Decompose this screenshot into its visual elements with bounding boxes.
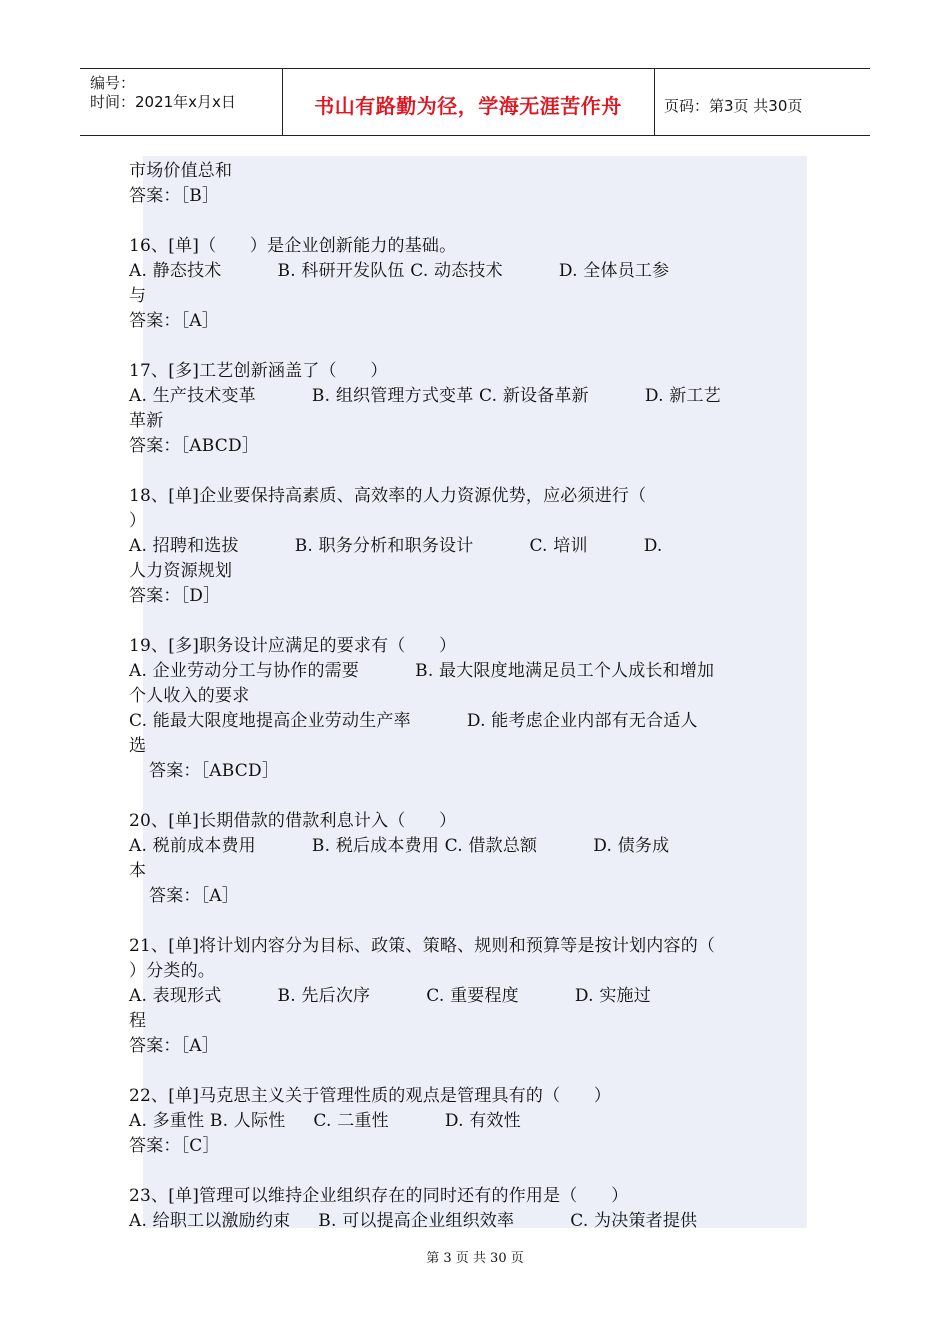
header-page-label: 页码：第3页 共30页 [664, 97, 803, 115]
options-line: 本 [129, 861, 147, 881]
answer-line: 答案：［ABCD］ [129, 436, 260, 456]
options-line: A. 给职工以激励约束 B. 可以提高企业组织效率 C. 为决策者提供 [129, 1211, 698, 1231]
options-line: C. 能最大限度地提高企业劳动生产率 D. 能考虑企业内部有无合适人 [129, 711, 698, 731]
header-date-label: 时间：2021年x月x日 [90, 93, 236, 111]
options-line: A. 多重性 B. 人际性 C. 二重性 D. 有效性 [129, 1111, 521, 1131]
page-footer: 第 3 页 共 30 页 [426, 1251, 524, 1266]
answer-line: 答案：［C］ [129, 1136, 220, 1156]
header-bottom-rule [80, 135, 870, 136]
options-line: A. 生产技术变革 B. 组织管理方式变革 C. 新设备革新 D. 新工艺 [129, 386, 721, 406]
text-line: 市场价值总和 [129, 161, 233, 181]
options-line: 选 [129, 736, 147, 756]
question-line: 18、[单]企业要保持高素质、高效率的人力资源优势，应必须进行（ [129, 486, 647, 506]
header-motto: 书山有路勤为径，学海无涯苦作舟 [314, 94, 622, 118]
header-divider-right [654, 68, 655, 135]
question-line: 17、[多]工艺创新涵盖了（ ） [129, 361, 388, 381]
question-line: 23、[单]管理可以维持企业组织存在的同时还有的作用是（ ） [129, 1186, 629, 1206]
options-line: A. 招聘和选拔 B. 职务分析和职务设计 C. 培训 D. [129, 536, 663, 556]
header-top-rule [80, 68, 870, 69]
options-line: 革新 [129, 411, 164, 431]
options-line: A. 税前成本费用 B. 税后成本费用 C. 借款总额 D. 债务成 [129, 836, 670, 856]
question-line: 16、[单]（ ）是企业创新能力的基础。 [129, 236, 457, 256]
options-line: A. 表现形式 B. 先后次序 C. 重要程度 D. 实施过 [129, 986, 651, 1006]
options-line: 个人收入的要求 [129, 686, 250, 706]
options-line: 程 [129, 1011, 147, 1031]
answer-line: 答案：［D］ [129, 586, 221, 606]
options-line: A. 企业劳动分工与协作的需要 B. 最大限度地满足员工个人成长和增加 [129, 661, 715, 681]
question-line: ）分类的。 [129, 961, 215, 981]
question-line: 21、[单]将计划内容分为目标、政策、策略、规则和预算等是按计划内容的（ [129, 936, 716, 956]
answer-line: 答案：［ABCD］ [149, 761, 280, 781]
question-line: ） [129, 511, 147, 531]
answer-line: 答案：［B］ [129, 186, 220, 206]
answer-line: 答案：［A］ [129, 1036, 219, 1056]
question-line: 20、[单]长期借款的借款利息计入（ ） [129, 811, 457, 831]
options-line: 与 [129, 286, 147, 306]
answer-line: 答案：［A］ [129, 311, 219, 331]
header-number-label: 编号： [90, 74, 136, 92]
options-line: 人力资源规划 [129, 561, 233, 581]
options-line: A. 静态技术 B. 科研开发队伍 C. 动态技术 D. 全体员工参 [129, 261, 670, 281]
question-line: 22、[单]马克思主义关于管理性质的观点是管理具有的（ ） [129, 1086, 612, 1106]
answer-line: 答案：［A］ [149, 886, 239, 906]
question-line: 19、[多]职务设计应满足的要求有（ ） [129, 636, 457, 656]
